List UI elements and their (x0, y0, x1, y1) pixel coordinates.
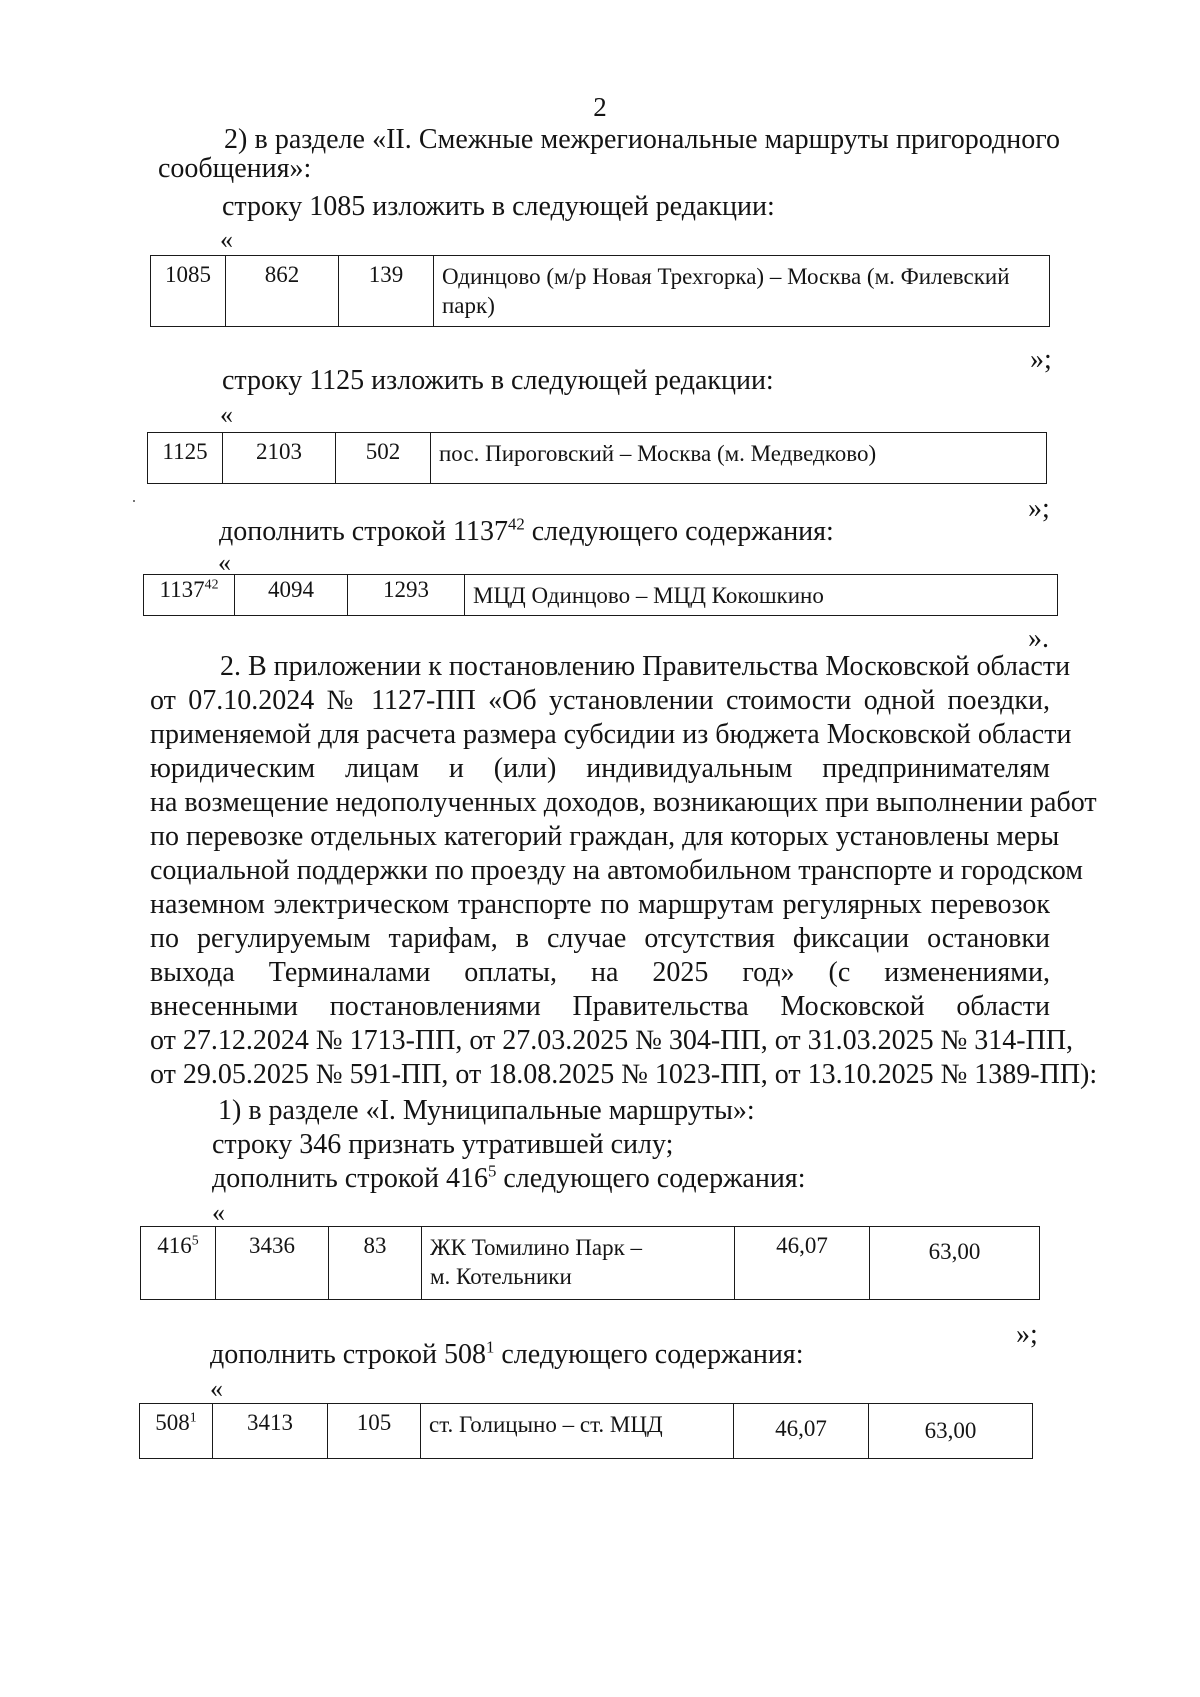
table-row (140, 1404, 1033, 1459)
item2-line: 2. В приложении к постановлению Правительства Московской области (220, 651, 1071, 682)
item2-line: от 27.12.2024 № 1713-ПП, от 27.03.2025 № 304-ПП, от 31.03.2025 № 314-ПП, (150, 1025, 1074, 1056)
item2-line: наземном электрическом транспорте по маршрутам регулярных перевозок (150, 889, 1050, 920)
row508-registry-number: 3413 (213, 1404, 328, 1459)
row416-route-line2: м. Котельники (430, 1264, 572, 1289)
row508-route-number: 105 (328, 1404, 421, 1459)
row1137-route-name: МЦД Одинцово – МЦД Кокошкино (465, 575, 1058, 616)
row1085-route-line1: Одинцово (м/р Новая Трехгорка) – Москва (м. Филевский (442, 264, 1010, 289)
page-number: 2 (593, 92, 607, 122)
row416-number-sup: 5 (191, 1232, 199, 1248)
row1137-table (143, 574, 1058, 616)
row1137-instruction-tail: следующего содержания: (524, 516, 834, 547)
row1137-number-base: 1137 (159, 577, 205, 602)
row1137-instruction-text: дополнить строкой 1137 (219, 516, 508, 547)
row416-instruction-text: дополнить строкой 416 (212, 1163, 488, 1194)
row1085-instruction: строку 1085 изложить в следующей редакции: (222, 191, 775, 222)
row416-instruction-tail: следующего содержания: (496, 1163, 806, 1194)
row1125-open-quote: « (220, 400, 233, 429)
row508-route-name: ст. Голицыно – ст. МЦД (421, 1404, 734, 1459)
row1085-route-number: 139 (339, 256, 434, 327)
row508-table (139, 1403, 1033, 1459)
row508-instruction-sup: 1 (485, 1337, 495, 1357)
item2-line: применяемой для расчета размера субсидии из бюджета Московской области (150, 719, 1072, 750)
row1137-route-number: 1293 (348, 575, 465, 616)
row508-instruction-text: дополнить строкой 508 (210, 1339, 486, 1370)
row1125-instruction: строку 1125 изложить в следующей редакции: (222, 365, 774, 396)
row416-instruction-sup: 5 (487, 1161, 497, 1181)
row416-number-base: 416 (157, 1233, 192, 1258)
row1085-registry-number: 862 (226, 256, 339, 327)
scan-speck (133, 500, 135, 502)
table-row (151, 256, 1050, 327)
row416-registry-number: 3436 (216, 1227, 329, 1300)
row508-open-quote: « (210, 1374, 223, 1403)
row1085-route-name (434, 256, 1050, 327)
row508-number-base: 508 (155, 1410, 190, 1435)
row1137-number (144, 575, 235, 616)
row1085-close-quote: »; (1030, 344, 1052, 375)
row1137-close-quote: ». (1028, 623, 1049, 654)
row1137-open-quote: « (218, 548, 231, 577)
row508-number-sup: 1 (189, 1409, 197, 1425)
item2-line: на возмещение недополученных доходов, возникающих при выполнении работ (150, 787, 1097, 818)
section-ii-intro-line1: 2) в разделе «II. Смежные межрегиональные маршруты пригородного (224, 124, 1060, 155)
row1085-table (150, 255, 1050, 327)
item2-line: юридическим лицам и (или) индивидуальным предпринимателям (150, 753, 1050, 784)
table-row (141, 1227, 1040, 1300)
table-row (148, 433, 1047, 484)
section-ii-intro-line2: сообщения»: (158, 153, 312, 184)
item2-line: по перевозке отдельных категорий граждан, для которых установлены меры (150, 821, 1060, 852)
row416-table (140, 1226, 1040, 1300)
row508-instruction-tail: следующего содержания: (494, 1339, 804, 1370)
item2-line: социальной поддержки по проезду на автомобильном транспорте и городском (150, 855, 1083, 886)
row1125-route-name: пос. Пироговский – Москва (м. Медведково) (431, 433, 1047, 484)
row1085-number: 1085 (151, 256, 226, 327)
row508-number (140, 1404, 213, 1459)
row1085-open-quote: « (220, 225, 233, 254)
item2-line: внесенными постановлениями Правительства Московской области (150, 991, 1050, 1022)
row416-instruction (212, 1162, 805, 1196)
row416-price2: 63,00 (870, 1227, 1040, 1300)
item2-line: по регулируемым тарифам, в случае отсутствия фиксации остановки (150, 923, 1050, 954)
item2-line: от 07.10.2024 № 1127-ПП «Об установлении стоимости одной поездки, (150, 685, 1050, 716)
row1125-registry-number: 2103 (223, 433, 336, 484)
row508-price1: 46,07 (734, 1404, 869, 1459)
row416-price1: 46,07 (735, 1227, 870, 1300)
row1125-table (147, 432, 1047, 484)
row416-open-quote: « (212, 1198, 225, 1227)
row508-price2: 63,00 (869, 1404, 1033, 1459)
item2-line: от 29.05.2025 № 591-ПП, от 18.08.2025 № 1023-ПП, от 13.10.2025 № 1389-ПП): (150, 1059, 1098, 1090)
row416-number (141, 1227, 216, 1300)
row1125-number: 1125 (148, 433, 223, 484)
table-row (144, 575, 1058, 616)
item2-line: выхода Терминалами оплаты, на 2025 год» (с изменениями, (150, 957, 1050, 988)
row1125-close-quote: »; (1028, 493, 1050, 524)
row416-route-name (422, 1227, 735, 1300)
row1137-instruction (219, 515, 834, 549)
row1137-number-sup: 42 (204, 576, 219, 592)
section-i-repeal: строку 346 признать утратившей силу; (212, 1129, 674, 1160)
row416-close-quote: »; (1016, 1319, 1038, 1350)
row1085-route-line2: парк) (442, 293, 495, 318)
row1125-route-number: 502 (336, 433, 431, 484)
row508-instruction (210, 1338, 803, 1372)
row416-route-number: 83 (329, 1227, 422, 1300)
row1137-instruction-sup: 42 (507, 514, 525, 534)
row1137-registry-number: 4094 (235, 575, 348, 616)
section-i-heading: 1) в разделе «I. Муниципальные маршруты»: (218, 1095, 755, 1126)
row416-route-line1: ЖК Томилино Парк – (430, 1235, 643, 1260)
